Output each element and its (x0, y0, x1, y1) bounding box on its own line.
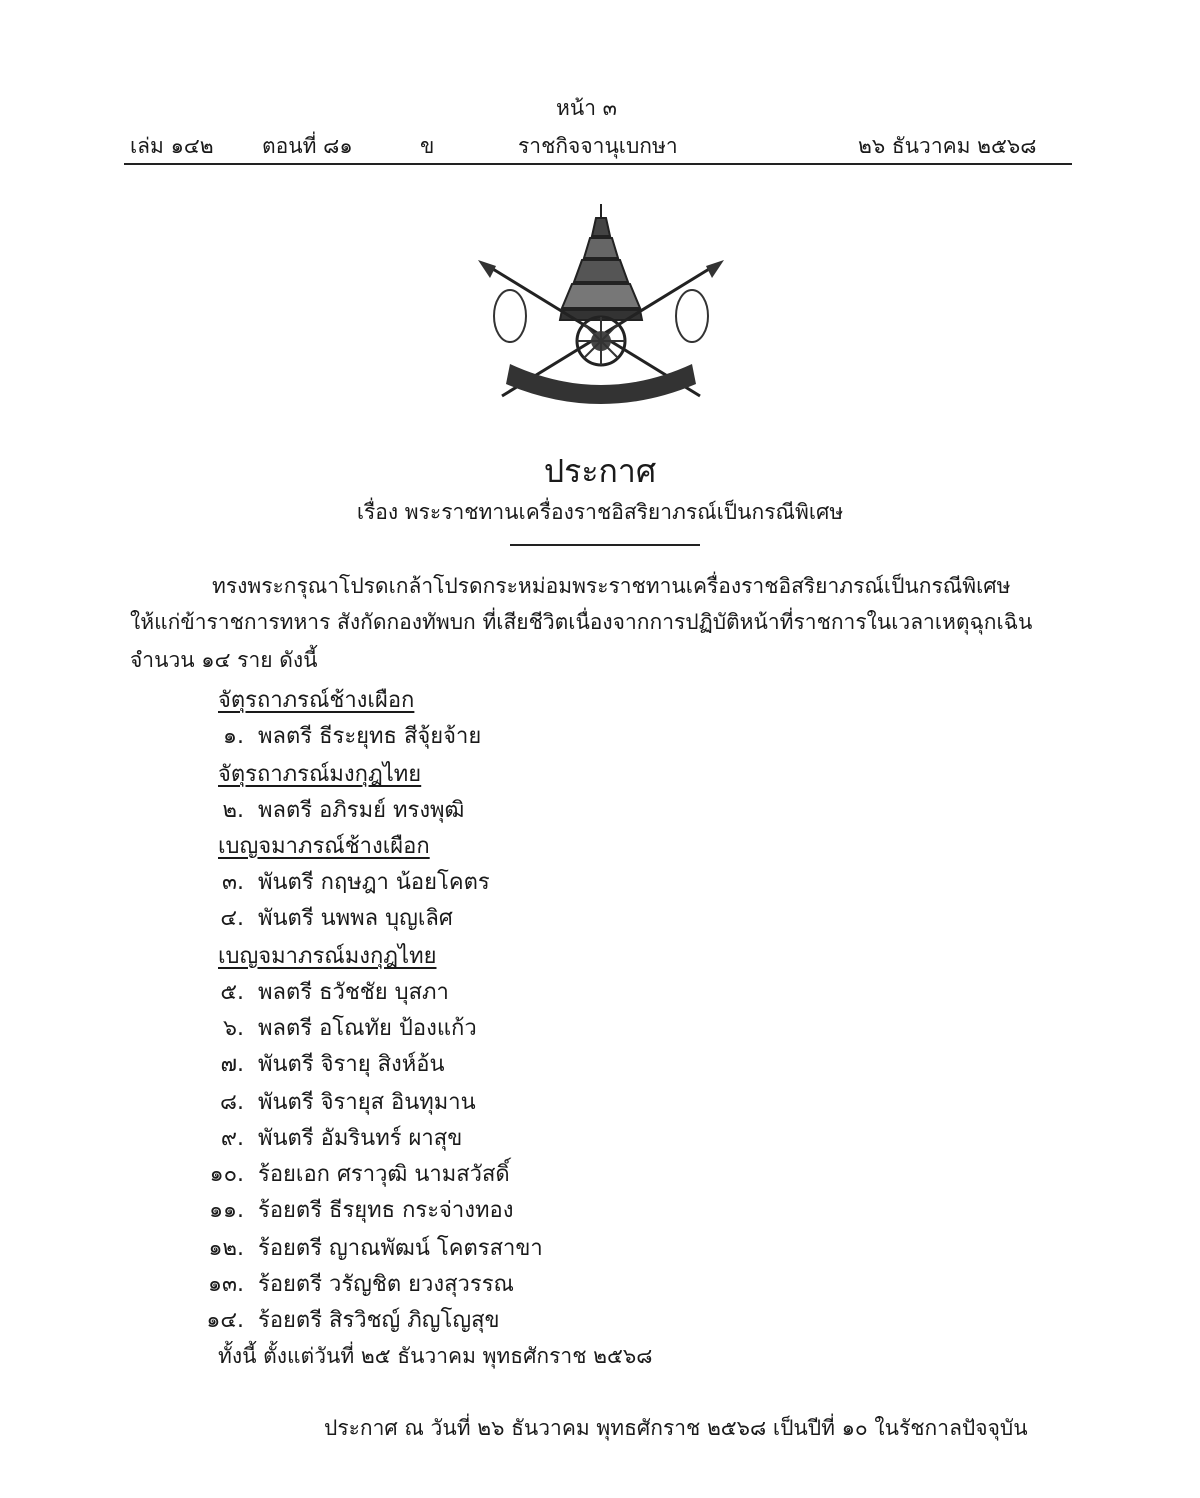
list-item (200, 1266, 514, 1301)
item-number: ๗. (220, 1052, 244, 1077)
list-item (200, 792, 464, 827)
effective-date: ทั้งนี้ ตั้งแต่วันที่ ๒๕ ธันวาคม พุทธศักราช ๒๕๖๘ (218, 1344, 653, 1368)
list-item (200, 1192, 513, 1227)
recipient-name: พันตรี จิรายุส อินทุมาน (258, 1090, 476, 1115)
announcement-title: ประกาศ (543, 452, 657, 490)
item-number: ๖. (223, 1016, 244, 1041)
recipient-name: ร้อยตรี ญาณพัฒน์ โคตรสาขา (258, 1236, 543, 1261)
closing-statement: ประกาศ ณ วันที่ ๒๖ ธันวาคม พุทธศักราช ๒๕๖๘ เป็นปีที่ ๑๐ ในรัชกาลปัจจุบัน (324, 1416, 1028, 1440)
recipient-name: พลตรี ธีระยุทธ สีจุ้ยจ้าย (258, 724, 482, 749)
item-number: ๙. (220, 1126, 244, 1151)
decoration-heading: เบญจมาภรณ์มงกุฎไทย (218, 944, 437, 969)
recipient-name: พันตรี อัมรินทร์ ผาสุข (258, 1126, 463, 1151)
body-line: ทรงพระกรุณาโปรดเกล้าโปรดกระหม่อมพระราชทานเครื่องราชอิสริยาภรณ์เป็นกรณีพิเศษ (212, 574, 1011, 598)
garuda-emblem (470, 196, 732, 422)
item-number: ๑๔. (206, 1308, 244, 1333)
recipient-name: พลตรี อภิรมย์ ทรงพุฒิ (258, 798, 465, 823)
recipient-name: ร้อยตรี ธีรยุทธ กระจ่างทอง (258, 1198, 514, 1223)
title-rule (510, 544, 700, 546)
item-number: ๓. (221, 870, 244, 895)
decoration-heading: เบญจมาภรณ์ช้างเผือก (218, 834, 430, 859)
body-line: จำนวน ๑๔ ราย ดังนี้ (130, 648, 318, 672)
list-item (200, 1120, 462, 1155)
item-number: ๕. (220, 980, 244, 1005)
list-item (200, 1156, 510, 1191)
decoration-heading: จัตุรถาภรณ์มงกุฎไทย (218, 762, 422, 787)
item-number: ๑. (223, 724, 244, 749)
list-item (200, 974, 449, 1009)
item-number: ๑๐. (209, 1162, 244, 1187)
recipient-name: พลตรี อโณทัย ป้องแก้ว (258, 1016, 477, 1041)
list-item (200, 864, 490, 899)
recipient-name: พันตรี นพพล บุญเลิศ (258, 906, 453, 931)
decoration-heading: จัตุรถาภรณ์ช้างเผือก (218, 688, 415, 713)
list-item (200, 1084, 476, 1119)
list-item (200, 1010, 477, 1045)
recipient-name: ร้อยตรี วรัญชิต ยวงสุวรรณ (258, 1272, 514, 1297)
issue-number: ตอนที่ ๘๑ (262, 134, 353, 158)
list-item (200, 900, 453, 935)
recipient-name: พันตรี จิรายุ สิงห์อ้น (258, 1052, 445, 1077)
recipient-name: ร้อยเอก ศราวุฒิ นามสวัสดิ์ (258, 1162, 510, 1187)
section-letter: ข (420, 134, 435, 158)
item-number: ๒. (222, 798, 244, 823)
publication-name: ราชกิจจานุเบกษา (518, 134, 678, 158)
item-number: ๑๓. (208, 1272, 244, 1297)
list-item (200, 718, 481, 753)
recipient-name: ร้อยตรี สิรวิชญ์ ภิญโญสุข (258, 1308, 500, 1333)
item-number: ๑๒. (208, 1236, 244, 1261)
item-number: ๔. (220, 906, 244, 931)
item-number: ๑๑. (209, 1198, 244, 1223)
header-rule (124, 163, 1072, 165)
page-number: หน้า ๓ (556, 96, 618, 120)
list-item (200, 1230, 543, 1265)
recipient-name: พันตรี กฤษฎา น้อยโคตร (258, 870, 490, 895)
header-date: ๒๖ ธันวาคม ๒๕๖๘ (858, 134, 1037, 158)
list-item (200, 1046, 445, 1081)
announcement-subject: เรื่อง พระราชทานเครื่องราชอิสริยาภรณ์เป็นกรณีพิเศษ (356, 500, 844, 524)
body-line: ให้แก่ข้าราชการทหาร สังกัดกองทัพบก ที่เสียชีวิตเนื่องจากการปฏิบัติหน้าที่ราชการในเวลาเหตุฉุกเฉิน (130, 610, 1033, 634)
item-number: ๘. (220, 1090, 244, 1115)
volume-number: เล่ม ๑๔๒ (130, 134, 214, 158)
recipient-name: พลตรี ธวัชชัย บุสภา (258, 980, 449, 1005)
list-item (200, 1302, 500, 1337)
